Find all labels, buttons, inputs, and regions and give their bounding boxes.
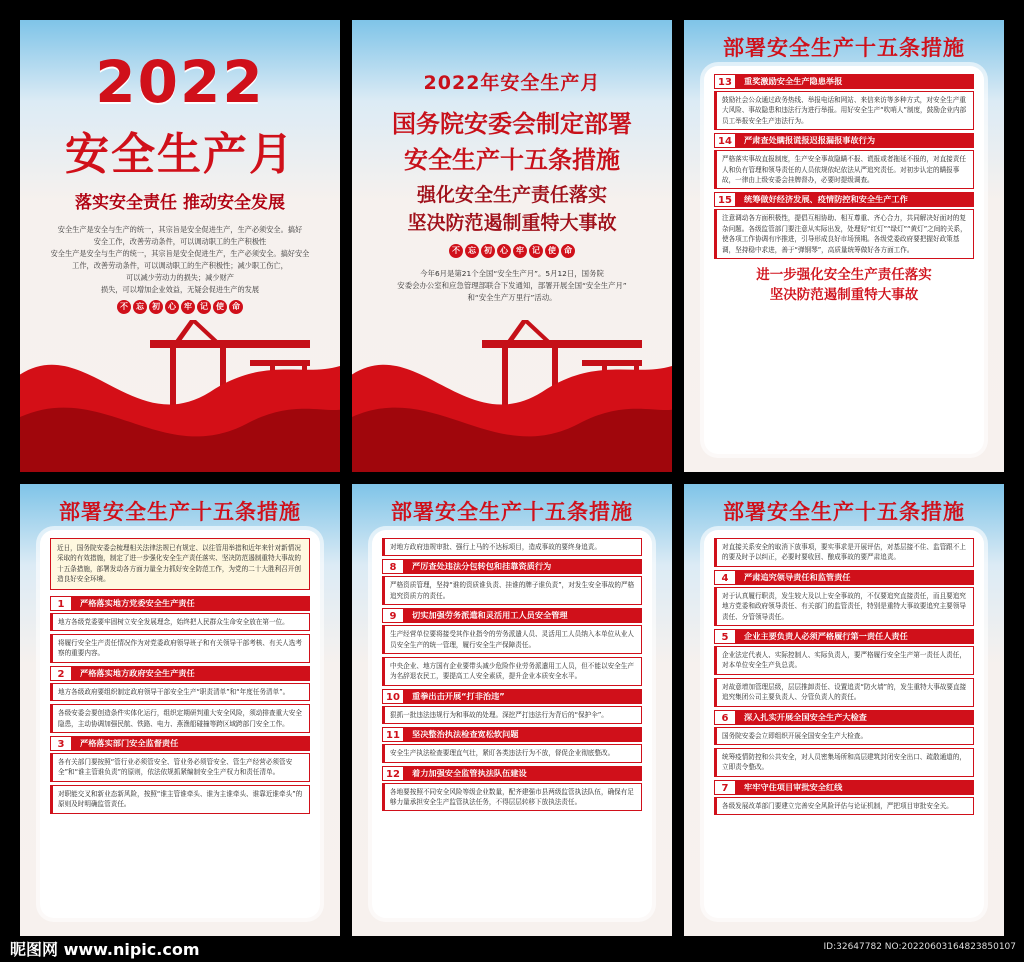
site-watermark: 昵图网 www.nipic.com	[10, 940, 200, 959]
item-text: 生产经营单位要将接受其作业指令的劳务派遣人员、灵活用工人员纳入本单位从业人员安全生产的统一管理，履行安全生产保障责任。	[382, 625, 642, 654]
item-number: 14	[714, 133, 736, 148]
item-title: 深入扎实开展全国安全生产大检查	[736, 710, 974, 725]
body-line: 安全生产是安全与生产的统一，其宗旨是安全促进生产，生产必须安全。搞好安全	[50, 249, 310, 258]
poster-year: 2022	[95, 48, 265, 116]
seal-char: 不	[449, 244, 463, 258]
seal-char: 心	[497, 244, 511, 258]
body-line: 可以减少劳动力的损失；减少财产	[126, 273, 234, 282]
intro-text: 近日，国务院安委会梳理相关法律法规已有规定、以往管用举措和近年来针对新情况采取的有效措施，制定了进一步强化安全生产责任落实、坚决防范遏制重特大事故的十五条措施，部署发动各方面力量全力抓好安全防范工作，为党的二十大胜利召开创造良好安全环境。	[50, 538, 310, 590]
measure-item	[714, 710, 974, 777]
measure-item	[382, 766, 642, 812]
item-text: 中央企业、地方国有企业要带头减少危险作业劳务派遣用工人员，但不能以安全生产为名辞退农民工，要提高工人安全素质，提升企业本质安全水平。	[382, 657, 642, 686]
seal-char: 不	[117, 300, 131, 314]
item-title: 企业主要负责人必须严格履行第一责任人责任	[736, 629, 974, 644]
seal-char: 使	[545, 244, 559, 258]
item-text: 各级安委会要创造条件实体化运行，组织定期研判重大安全风险，须动排查重大安全隐患，主动协调加强民航、铁路、电力、燕渔船碰撞等跨区域跨部门安全工作。	[50, 704, 310, 733]
headline-2: 安全生产十五条措施	[404, 146, 620, 174]
item-number: 12	[382, 766, 404, 781]
item-title: 重奖激励安全生产隐患举报	[736, 74, 974, 89]
measure-item	[714, 780, 974, 815]
item-number: 11	[382, 727, 404, 742]
seal-char: 心	[165, 300, 179, 314]
seal-row	[20, 300, 340, 314]
measure-item	[714, 133, 974, 189]
item-title: 严肃追究领导责任和监管责任	[736, 570, 974, 585]
item-text: 地方各级党委要牢固树立安全发展理念，始终把人民群众生命安全放在第一位。	[50, 613, 310, 631]
seal-char: 命	[561, 244, 575, 258]
poster-body	[34, 224, 326, 296]
measure-item	[714, 570, 974, 626]
slogan-line: 坚决防范遏制重特大事故	[769, 287, 919, 304]
item-number: 9	[382, 608, 404, 623]
measures-title: 部署安全生产十五条措施	[59, 500, 301, 524]
item-text: 各有关部门要按照“管行业必须管安全、管业务必须管安全、管生产经营必须管安全”和“谁主管谁负责”的原则，依法依规抓紧编制安全生产权力和责任清单。	[50, 753, 310, 782]
seal-char: 忘	[465, 244, 479, 258]
seal-row	[352, 244, 672, 258]
poster-slogan: 落实安全责任 推动安全发展	[75, 193, 285, 213]
item-number: 15	[714, 192, 736, 207]
poster-3	[684, 20, 1004, 472]
seal-char: 使	[213, 300, 227, 314]
item-text: 狠抓一批违法违规行为和事故的处理。深挖严打违法行为背后的“保护伞”。	[382, 706, 642, 724]
item-number: 13	[714, 74, 736, 89]
measure-item	[50, 596, 310, 663]
item-text: 统筹疫情防控和公共安全，对人员密集场所和高层建筑封闭安全出口、疏散通道的，立即责令整改。	[714, 748, 974, 777]
measure-item	[714, 74, 974, 130]
item-text: 对地方政府违规审批、强行上马的不达标项目，造成事故的要终身追责。	[382, 538, 642, 556]
item-text: 企业法定代表人、实际控制人、实际负责人，要严格履行安全生产第一责任人责任，对本单位安全生产负总责。	[714, 646, 974, 675]
item-title: 严格落实部门安全监督责任	[72, 736, 310, 751]
measures-card	[704, 66, 984, 454]
item-text: 严格资质管理，坚持“谁的资质谁负责、挂谁的牌子谁负责”，对发生安全事故的严格追究资质方的责任。	[382, 576, 642, 605]
body-line: 损失，可以增加企业效益，无疑会促进生产的发展	[100, 285, 260, 294]
item-text: 对直接关系安全的取消下放事项，要实事求是开展评估，对基层接不住、监管跟不上的要及时予以纠正，必要时要收回、酿成事故的要严肃追责。	[714, 538, 974, 567]
item-number: 7	[714, 780, 736, 795]
item-title: 严格落实地方政府安全生产责任	[72, 666, 310, 681]
item-title: 统筹做好经济发展、疫情防控和安全生产工作	[736, 192, 974, 207]
seal-char: 初	[481, 244, 495, 258]
poster-title: 安全生产月	[65, 129, 295, 180]
poster-body	[382, 268, 642, 304]
item-text: 将履行安全生产责任情况作为对党委政府领导班子和有关领导干部考核、有关人选考察的重要内容。	[50, 634, 310, 663]
poster-1	[20, 20, 340, 472]
body-line: 安全工作，改善劳动条件，可以调动职工的生产积极性	[93, 237, 267, 246]
item-text: 注意调动各方面积极性，提倡互相协助、相互尊重、齐心合力，共同解决好面对的复杂问题。各级监管部门要注意从实际出发，处理好“红灯”“绿灯”“黄灯”之间的关系，使各项工作协调有序推进，引导形成良好市场预期。各级党委政府要把握好政策基调，坚持稳中求进，善于“弹钢琴”，高质量统筹做好各方面工作。	[714, 209, 974, 259]
item-number: 10	[382, 689, 404, 704]
item-text: 对于认真履行职责，发生较大及以上安全事故的，不仅要追究直接责任，而且要追究地方党委和政府领导责任、有关部门的监管责任，特别是重特大事故要追究主要领导责任、分管领导责任。	[714, 587, 974, 626]
red-wave	[20, 322, 340, 472]
item-title: 切实加强劳务派遣和灵活用工人员安全管理	[404, 608, 642, 623]
item-text: 各地要按照不同安全风险等级企业数量，配齐建强市县两级监管执法队伍，确保有足够力量承担安全生产监管执法任务，不得层层转移下放执法责任。	[382, 783, 642, 812]
item-title: 牢牢守住项目审批安全红线	[736, 780, 974, 795]
item-text: 各级发展改革部门要建立完善安全风险评估与论证机制，严把项目审批安全关。	[714, 797, 974, 815]
image-id: ID:32647782 NO:20220603164823850107	[823, 942, 1016, 952]
item-title: 着力加强安全监管执法队伍建设	[404, 766, 642, 781]
measure-item	[382, 727, 642, 762]
poster-5	[352, 484, 672, 936]
item-text: 国务院安委会立即组织开展全国安全生产大检查。	[714, 727, 974, 745]
item-number: 3	[50, 736, 72, 751]
measures-title: 部署安全生产十五条措施	[723, 36, 965, 60]
measure-item	[382, 559, 642, 605]
poster-4	[20, 484, 340, 936]
seal-char: 初	[149, 300, 163, 314]
measure-item	[382, 689, 642, 724]
closing-slogan	[714, 265, 974, 305]
slogan-line: 进一步强化安全生产责任落实	[756, 267, 932, 284]
item-text: 地方各级政府要组织制定政府领导干部安全生产“职责清单”和“年度任务清单”。	[50, 683, 310, 701]
poster-6	[684, 484, 1004, 936]
item-title: 严肃查处瞒报谎报迟报漏报事故行为	[736, 133, 974, 148]
headline-3: 强化安全生产责任落实	[416, 184, 607, 206]
seal-char: 忘	[133, 300, 147, 314]
item-text: 鼓励社会公众通过政务热线、举报电话和网站、来信来访等多种方式，对安全生产重大风险、事故隐患和违法行为进行举报。用好安全生产“吹哨人”制度，鼓励企业内部员工举报安全生产违法行为。	[714, 91, 974, 130]
item-text: 严格落实事故直报制度，生产安全事故隐瞒不报、谎报或者拖延不报的，对直接责任人和负有管理和领导责任的人员依规依纪依法从严追究责任。对初步认定的瞒报事故，一律由上级安委会挂牌督办，必要时提级调查。	[714, 150, 974, 189]
red-wave	[352, 322, 672, 472]
seal-char: 命	[229, 300, 243, 314]
measures-title: 部署安全生产十五条措施	[391, 500, 633, 524]
item-text: 对职能交叉和新业态新风险，按照“谁主管谁牵头、谁为主谁牵头、谁靠近谁牵头”的原则及时明确监管责任。	[50, 785, 310, 814]
measures-title: 部署安全生产十五条措施	[723, 500, 965, 524]
body-line: 和“安全生产万里行”活动。	[467, 293, 557, 302]
measures-card	[372, 530, 652, 918]
seal-char: 牢	[513, 244, 527, 258]
item-title: 严厉查处违法分包转包和挂靠资质行为	[404, 559, 642, 574]
body-line: 工作，改善劳动条件，可以调动职工的生产积极性；减少职工伤亡，	[72, 261, 288, 270]
item-text: 对故意增加管理层级，层层推卸责任、设置追责“防火墙”的，发生重特大事故要直接追究集团公司主要负责人、分管负责人的责任。	[714, 678, 974, 707]
measures-card	[40, 530, 320, 918]
body-line: 今年6月是第21个全国“安全生产月”。5月12日，国务院	[420, 269, 604, 278]
item-number: 6	[714, 710, 736, 725]
seal-char: 牢	[181, 300, 195, 314]
poster-2	[352, 20, 672, 472]
measure-item	[50, 736, 310, 814]
item-title: 坚决整治执法检查宽松软问题	[404, 727, 642, 742]
measure-item	[714, 629, 974, 707]
item-number: 5	[714, 629, 736, 644]
poster-subtitle: 2022年安全生产月	[423, 72, 601, 94]
measures-card	[704, 530, 984, 918]
measure-item	[382, 608, 642, 686]
item-title: 严格落实地方党委安全生产责任	[72, 596, 310, 611]
item-number: 8	[382, 559, 404, 574]
item-number: 1	[50, 596, 72, 611]
seal-char: 记	[529, 244, 543, 258]
seal-char: 记	[197, 300, 211, 314]
item-number: 4	[714, 570, 736, 585]
headline-1: 国务院安委会制定部署	[392, 110, 632, 138]
body-line: 安全生产是安全与生产的统一，其宗旨是安全促进生产，生产必须安全。搞好	[57, 225, 303, 234]
measure-item	[714, 192, 974, 259]
headline-4: 坚决防范遏制重特大事故	[407, 212, 617, 234]
item-text: 安全生产执法检查要理直气壮，紧盯各类违法行为不放，督促企业彻底整改。	[382, 744, 642, 762]
measure-item	[50, 666, 310, 733]
item-title: 重拳出击开展“打非治违”	[404, 689, 642, 704]
item-number: 2	[50, 666, 72, 681]
body-line: 安委会办公室和应急管理部联合下发通知，部署开展全国“安全生产月”	[397, 281, 627, 290]
